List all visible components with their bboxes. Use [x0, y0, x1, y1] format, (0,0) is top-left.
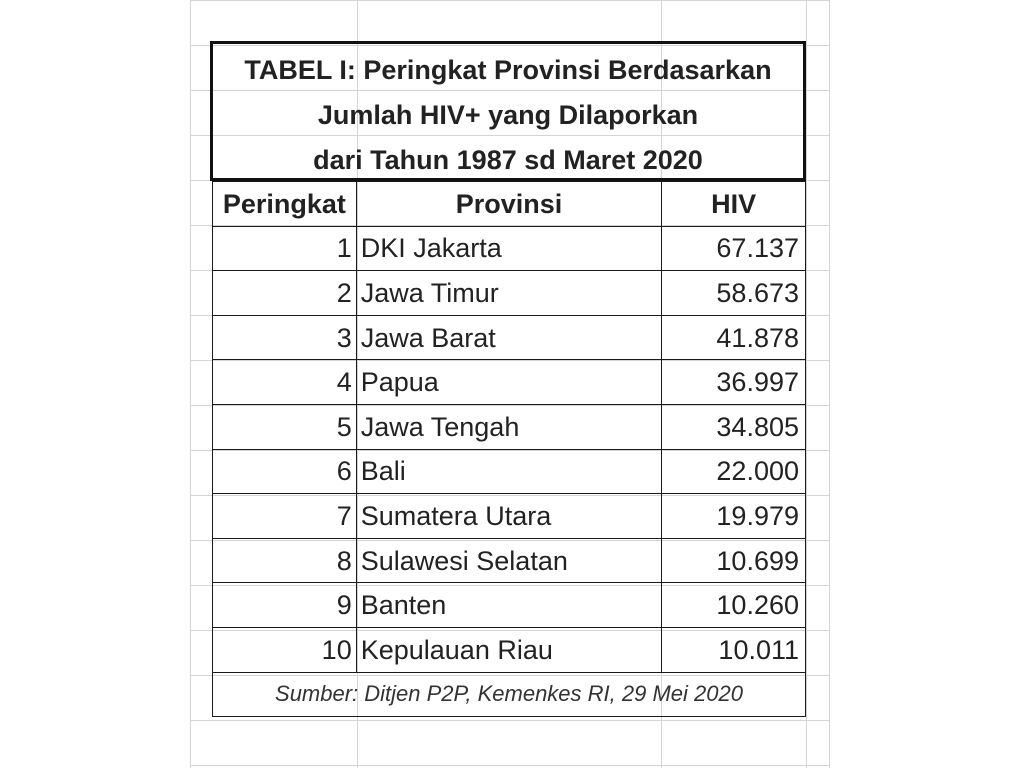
province-cell: Jawa Timur — [356, 271, 662, 316]
province-cell: Papua — [356, 360, 662, 405]
table-row — [213, 315, 806, 360]
rank-cell: 6 — [213, 449, 357, 494]
hiv-count-cell: 36.997 — [662, 360, 806, 405]
hiv-count-cell: 10.011 — [662, 627, 806, 672]
rank-cell: 3 — [213, 315, 357, 360]
table-header-row — [213, 182, 806, 227]
table-row — [213, 360, 806, 405]
grid-line — [806, 0, 807, 768]
rank-cell: 5 — [213, 404, 357, 449]
hiv-count-cell: 19.979 — [662, 494, 806, 539]
rank-cell: 7 — [213, 494, 357, 539]
province-cell: Kepulauan Riau — [356, 627, 662, 672]
table-row — [213, 538, 806, 583]
table-row — [213, 226, 806, 271]
rank-cell: 4 — [213, 360, 357, 405]
hiv-count-cell: 22.000 — [662, 449, 806, 494]
rank-cell: 2 — [213, 271, 357, 316]
table-title-box — [210, 41, 806, 181]
rank-cell: 8 — [213, 538, 357, 583]
source-note: Sumber: Ditjen P2P, Kemenkes RI, 29 Mei 2020 — [213, 672, 806, 717]
hiv-count-cell: 67.137 — [662, 226, 806, 271]
hiv-count-cell: 41.878 — [662, 315, 806, 360]
table-row — [213, 583, 806, 628]
rank-cell: 1 — [213, 226, 357, 271]
table-row — [213, 627, 806, 672]
table-title-line-1: TABEL I: Peringkat Provinsi Berdasarkan — [244, 55, 772, 85]
header-rank: Peringkat — [213, 182, 357, 227]
table-row — [213, 404, 806, 449]
header-hiv: HIV — [662, 182, 806, 227]
province-cell: Bali — [356, 449, 662, 494]
hiv-ranking-table — [212, 181, 806, 717]
table-row — [213, 494, 806, 539]
hiv-count-cell: 34.805 — [662, 404, 806, 449]
source-row — [213, 672, 806, 717]
grid-line — [829, 0, 830, 768]
grid-line — [190, 0, 191, 768]
province-cell: Jawa Barat — [356, 315, 662, 360]
province-cell: Jawa Tengah — [356, 404, 662, 449]
province-cell: DKI Jakarta — [356, 226, 662, 271]
table-row — [213, 449, 806, 494]
hiv-count-cell: 10.699 — [662, 538, 806, 583]
province-cell: Sulawesi Selatan — [356, 538, 662, 583]
table-title-line-3: dari Tahun 1987 sd Maret 2020 — [313, 145, 703, 175]
hiv-count-cell: 10.260 — [662, 583, 806, 628]
table-row — [213, 271, 806, 316]
hiv-count-cell: 58.673 — [662, 271, 806, 316]
province-cell: Banten — [356, 583, 662, 628]
header-province: Provinsi — [356, 182, 662, 227]
rank-cell: 9 — [213, 583, 357, 628]
table-title-line-2: Jumlah HIV+ yang Dilaporkan — [317, 100, 699, 130]
rank-cell: 10 — [213, 627, 357, 672]
province-cell: Sumatera Utara — [356, 494, 662, 539]
